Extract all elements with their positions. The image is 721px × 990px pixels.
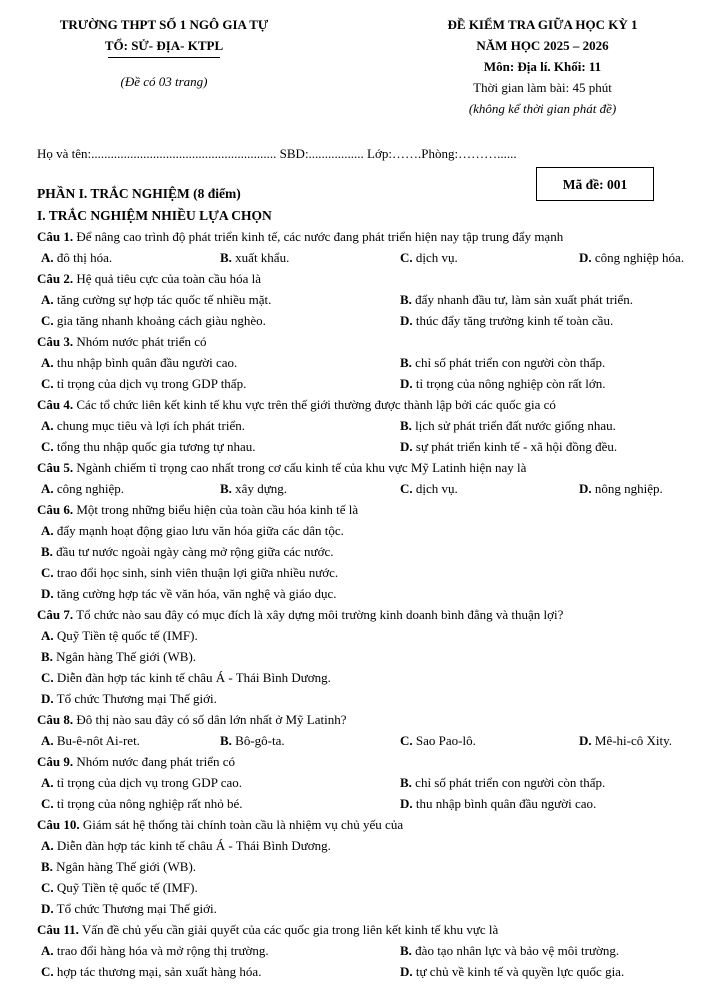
question-number: Câu 3. xyxy=(37,334,74,349)
question-number: Câu 11. xyxy=(37,922,79,937)
question-stem xyxy=(37,268,721,289)
answer-option xyxy=(400,373,605,394)
question-number: Câu 4. xyxy=(37,397,74,412)
option-label: B. xyxy=(41,544,53,559)
option-text: Ngân hàng Thế giới (WB). xyxy=(56,649,197,664)
option-text: đô thị hóa. xyxy=(56,250,113,265)
option-text: tăng cường sự hợp tác quốc tế nhiều mặt. xyxy=(56,292,272,307)
option-label: A. xyxy=(41,523,54,538)
question-number: Câu 2. xyxy=(37,271,74,286)
option-row xyxy=(37,961,721,982)
answer-option xyxy=(220,730,285,751)
option-text: công nghiệp. xyxy=(56,481,125,496)
option-text: Tổ chức Thương mại Thế giới. xyxy=(56,691,217,706)
option-label: A. xyxy=(41,250,54,265)
option-text: trao đổi học sinh, sinh viên thuận lợi giữa nhiều nước. xyxy=(56,565,339,580)
option-label: C. xyxy=(400,481,413,496)
answer-option xyxy=(400,289,633,310)
answer-option xyxy=(41,562,338,583)
option-text: tự chủ về kinh tế và quyền lực quốc gia. xyxy=(415,964,625,979)
answer-option xyxy=(41,625,198,646)
question-text: Giám sát hệ thống tài chính toàn cầu là nhiệm vụ chủ yếu của xyxy=(82,817,404,832)
answer-option xyxy=(41,667,331,688)
part-title: PHẦN I. TRẮC NGHIỆM (8 điểm) xyxy=(37,186,241,201)
option-label: B. xyxy=(41,859,53,874)
option-row xyxy=(37,856,721,877)
option-text: đẩy mạnh hoạt động giao lưu văn hóa giữa các dân tộc. xyxy=(56,523,344,538)
option-row xyxy=(37,730,721,751)
header-divider xyxy=(108,57,220,58)
option-row xyxy=(37,898,721,919)
question-text: Một trong những biểu hiện của toàn cầu hóa kinh tế là xyxy=(76,502,359,517)
option-text: Ngân hàng Thế giới (WB). xyxy=(56,859,197,874)
option-text: tỉ trọng của dịch vụ trong GDP cao. xyxy=(56,775,242,790)
option-row xyxy=(37,583,721,604)
option-label: A. xyxy=(41,418,54,433)
option-text: công nghiệp hóa. xyxy=(594,250,685,265)
option-text: thu nhập bình quân đầu người cao. xyxy=(56,355,238,370)
option-row xyxy=(37,646,721,667)
option-row xyxy=(37,478,721,499)
answer-option xyxy=(579,730,672,751)
option-row xyxy=(37,289,721,310)
answer-option xyxy=(400,793,596,814)
question-text: Đô thị nào sau đây có số dân lớn nhất ở Mỹ Latinh? xyxy=(76,712,347,727)
option-label: C. xyxy=(41,439,54,454)
question-stem xyxy=(37,457,721,478)
option-row xyxy=(37,562,721,583)
answer-option xyxy=(41,541,333,562)
question-number: Câu 9. xyxy=(37,754,74,769)
question-stem xyxy=(37,814,721,835)
option-row xyxy=(37,667,721,688)
option-text: sự phát triển kinh tế - xã hội đồng đều. xyxy=(415,439,618,454)
option-label: B. xyxy=(220,733,232,748)
question-text: Để nâng cao trình độ phát triển kinh tế, các nước đang phát triển hiện nay tập trung đẩy mạnh xyxy=(76,229,564,244)
header-left xyxy=(14,14,314,92)
answer-option xyxy=(220,247,289,268)
answer-option xyxy=(41,940,269,961)
option-label: A. xyxy=(41,292,54,307)
option-row xyxy=(37,877,721,898)
option-row xyxy=(37,835,721,856)
answer-option xyxy=(41,247,112,268)
answer-option xyxy=(579,247,684,268)
option-text: Bu-ê-nôt Ai-ret. xyxy=(56,733,140,748)
question-stem xyxy=(37,226,721,247)
question-number: Câu 10. xyxy=(37,817,80,832)
option-text: Mê-hi-cô Xity. xyxy=(594,733,673,748)
option-label: C. xyxy=(41,565,54,580)
option-text: xây dựng. xyxy=(235,481,287,496)
option-label: D. xyxy=(41,586,54,601)
answer-option xyxy=(400,415,616,436)
option-row xyxy=(37,247,721,268)
answer-option xyxy=(400,478,458,499)
answer-option xyxy=(220,478,287,499)
answer-option xyxy=(400,352,605,373)
duration-note: (không kể thời gian phát đề) xyxy=(468,101,617,116)
answer-option xyxy=(41,835,331,856)
duration-line: Thời gian làm bài: 45 phút xyxy=(473,80,612,95)
option-label: B. xyxy=(400,943,412,958)
option-row xyxy=(37,940,721,961)
header-right xyxy=(370,14,715,119)
question-stem xyxy=(37,499,721,520)
answer-option xyxy=(41,793,242,814)
answer-option xyxy=(41,520,344,541)
question-number: Câu 8. xyxy=(37,712,74,727)
option-text: Diễn đàn hợp tác kinh tế châu Á - Thái Bình Dương. xyxy=(56,670,331,685)
option-row xyxy=(37,688,721,709)
option-label: B. xyxy=(400,292,412,307)
exam-code-box xyxy=(536,167,654,201)
option-row xyxy=(37,541,721,562)
question-stem xyxy=(37,331,721,352)
option-text: gia tăng nhanh khoảng cách giàu nghèo. xyxy=(56,313,266,328)
option-label: C. xyxy=(41,796,54,811)
answer-option xyxy=(579,478,663,499)
option-text: trao đổi hàng hóa và mở rộng thị trường. xyxy=(56,943,269,958)
question-number: Câu 5. xyxy=(37,460,74,475)
option-text: tỉ trọng của nông nghiệp còn rất lớn. xyxy=(415,376,606,391)
question-text: Vấn đề chủ yếu cần giải quyết của các quốc gia trong liên kết kinh tế khu vực là xyxy=(81,922,499,937)
question-stem xyxy=(37,751,721,772)
option-label: A. xyxy=(41,481,54,496)
option-label: D. xyxy=(400,376,413,391)
option-label: D. xyxy=(400,796,413,811)
question-text: Tổ chức nào sau đây có mục đích là xây dựng môi trường kinh doanh bình đẳng và thuận lợi? xyxy=(76,607,564,622)
option-label: D. xyxy=(400,439,413,454)
answer-option xyxy=(41,352,237,373)
answer-option xyxy=(41,289,271,310)
school-year: NĂM HỌC 2025 – 2026 xyxy=(476,38,609,53)
option-text: tăng cường hợp tác về văn hóa, văn nghệ và giáo dục. xyxy=(56,586,337,601)
option-text: thu nhập bình quân đầu người cao. xyxy=(415,796,597,811)
option-row xyxy=(37,415,721,436)
question-stem xyxy=(37,709,721,730)
pages-note: (Đề có 03 trang) xyxy=(120,74,208,89)
option-label: D. xyxy=(579,481,592,496)
option-text: đầu tư nước ngoài ngày càng mở rộng giữa các nước. xyxy=(56,544,334,559)
answer-option xyxy=(400,772,605,793)
question-text: Hệ quả tiêu cực của toàn cầu hóa là xyxy=(76,271,261,286)
answer-option xyxy=(41,415,245,436)
department-name: TỔ: SỬ- ĐỊA- KTPL xyxy=(104,38,224,53)
answer-option xyxy=(41,898,217,919)
option-label: D. xyxy=(41,691,54,706)
option-label: B. xyxy=(400,775,412,790)
answer-option xyxy=(41,436,256,457)
question-text: Ngành chiếm tỉ trọng cao nhất trong cơ cấu kinh tế của khu vực Mỹ Latinh hiện nay là xyxy=(76,460,527,475)
question-stem xyxy=(37,919,721,940)
option-text: tổng thu nhập quốc gia tương tự nhau. xyxy=(56,439,256,454)
answer-option xyxy=(41,877,198,898)
question-text: Nhóm nước đang phát triển có xyxy=(76,754,236,769)
option-label: A. xyxy=(41,775,54,790)
answer-option xyxy=(400,247,458,268)
question-number: Câu 7. xyxy=(37,607,74,622)
option-label: A. xyxy=(41,838,54,853)
answer-option xyxy=(400,961,624,982)
answer-option xyxy=(41,583,337,604)
option-label: C. xyxy=(41,880,54,895)
option-label: D. xyxy=(400,313,413,328)
option-label: C. xyxy=(41,670,54,685)
option-label: B. xyxy=(220,481,232,496)
option-text: tỉ trọng của nông nghiệp rất nhỏ bé. xyxy=(56,796,243,811)
option-label: C. xyxy=(41,313,54,328)
option-row xyxy=(37,793,721,814)
option-text: Quỹ Tiền tệ quốc tế (IMF). xyxy=(56,628,198,643)
option-text: tỉ trọng của dịch vụ trong GDP thấp. xyxy=(56,376,247,391)
student-info-line: Họ và tên:......................................................... SBD:................. Lớp:…….Phòng:………...... xyxy=(37,146,517,161)
exam-title: ĐỀ KIỂM TRA GIỮA HỌC KỲ 1 xyxy=(447,17,638,32)
option-label: B. xyxy=(41,649,53,664)
option-label: B. xyxy=(220,250,232,265)
option-text: xuất khẩu. xyxy=(235,250,290,265)
answer-option xyxy=(41,772,242,793)
option-text: chung mục tiêu và lợi ích phát triển. xyxy=(56,418,245,433)
option-label: A. xyxy=(41,733,54,748)
question-text: Các tổ chức liên kết kinh tế khu vực trên thế giới thường được thành lập bởi các quốc gia có xyxy=(76,397,556,412)
answer-option xyxy=(41,730,140,751)
option-row xyxy=(37,772,721,793)
option-text: dịch vụ. xyxy=(415,250,458,265)
option-text: đào tạo nhân lực và bảo vệ môi trường. xyxy=(415,943,620,958)
option-label: C. xyxy=(41,964,54,979)
option-text: Bô-gô-ta. xyxy=(235,733,285,748)
answer-option xyxy=(41,478,124,499)
exam-code: Mã đề: 001 xyxy=(562,176,628,192)
option-text: hợp tác thương mại, sản xuất hàng hóa. xyxy=(56,964,262,979)
subject-line: Môn: Địa lí. Khối: 11 xyxy=(483,59,602,74)
option-row xyxy=(37,310,721,331)
option-label: B. xyxy=(400,418,412,433)
option-text: thúc đẩy tăng trưởng kinh tế toàn cầu. xyxy=(415,313,614,328)
option-text: chỉ số phát triển con người còn thấp. xyxy=(415,775,606,790)
answer-option xyxy=(400,310,613,331)
answer-option xyxy=(41,856,196,877)
option-label: D. xyxy=(41,901,54,916)
option-text: Diễn đàn hợp tác kinh tế châu Á - Thái Bình Dương. xyxy=(56,838,331,853)
answer-option xyxy=(41,646,196,667)
question-stem xyxy=(37,394,721,415)
section-title: I. TRẮC NGHIỆM NHIỀU LỰA CHỌN xyxy=(37,208,272,223)
option-label: A. xyxy=(41,943,54,958)
question-number: Câu 1. xyxy=(37,229,74,244)
option-text: Sao Pao-lô. xyxy=(415,733,476,748)
option-text: chỉ số phát triển con người còn thấp. xyxy=(415,355,606,370)
option-label: D. xyxy=(579,250,592,265)
option-row xyxy=(37,625,721,646)
option-text: dịch vụ. xyxy=(415,481,458,496)
option-label: D. xyxy=(579,733,592,748)
question-stem xyxy=(37,604,721,625)
answer-option xyxy=(41,310,266,331)
option-row xyxy=(37,373,721,394)
answer-option xyxy=(400,436,617,457)
option-text: lịch sử phát triển đất nước giống nhau. xyxy=(415,418,616,433)
option-text: Quỹ Tiền tệ quốc tế (IMF). xyxy=(56,880,198,895)
option-row xyxy=(37,520,721,541)
option-label: C. xyxy=(400,733,413,748)
question-text: Nhóm nước phát triển có xyxy=(76,334,207,349)
option-row xyxy=(37,436,721,457)
school-name: TRƯỜNG THPT SỐ 1 NGÔ GIA TỰ xyxy=(59,17,269,32)
option-label: C. xyxy=(41,376,54,391)
option-row xyxy=(37,352,721,373)
option-label: A. xyxy=(41,355,54,370)
answer-option xyxy=(41,688,217,709)
answer-option xyxy=(400,730,476,751)
option-text: Tổ chức Thương mại Thế giới. xyxy=(56,901,217,916)
option-label: B. xyxy=(400,355,412,370)
answer-option xyxy=(41,373,246,394)
option-label: C. xyxy=(400,250,413,265)
answer-option xyxy=(41,961,261,982)
question-number: Câu 6. xyxy=(37,502,74,517)
option-label: D. xyxy=(400,964,413,979)
option-text: đẩy nhanh đầu tư, làm sản xuất phát triển. xyxy=(415,292,634,307)
option-text: nông nghiệp. xyxy=(594,481,663,496)
answer-option xyxy=(400,940,619,961)
option-label: A. xyxy=(41,628,54,643)
question-list xyxy=(37,205,721,982)
